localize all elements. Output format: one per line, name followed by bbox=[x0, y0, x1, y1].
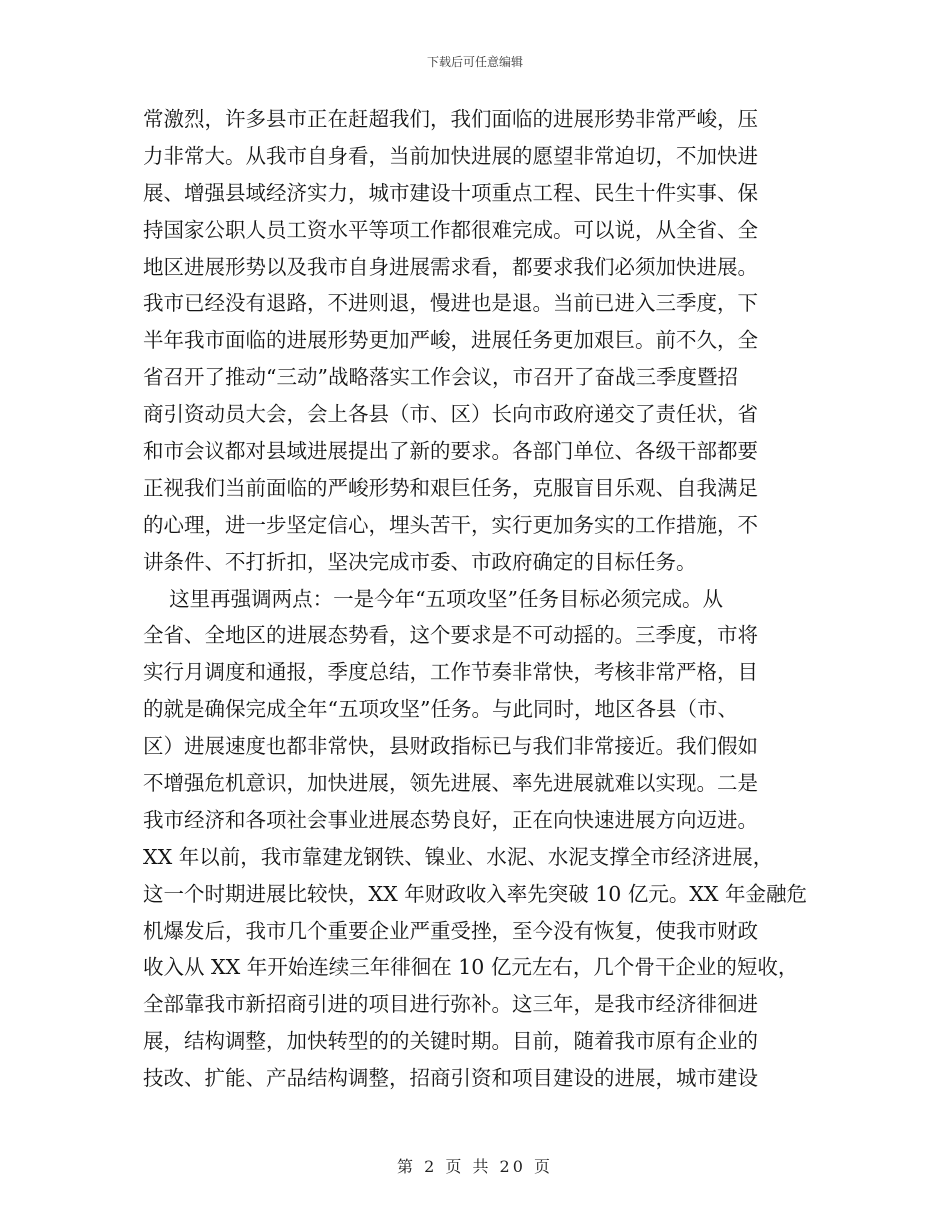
text-line: 常激烈，许多县市正在赶超我们，我们面临的进展形势非常严峻，压 bbox=[143, 107, 758, 131]
text-line: 区）进展速度也都非常快，县财政指标已与我们非常接近。我们假如 bbox=[143, 734, 758, 759]
text-line: 讲条件、不打折扣，坚决完成市委、市政府确定的目标任务。 bbox=[143, 549, 697, 574]
text-line: 和市会议都对县域进展提出了新的要求。各部门单位、各级干部都要 bbox=[143, 439, 758, 464]
text-line: 持国家公职人员工资水平等项工作都很难完成。可以说，从全省、全 bbox=[143, 217, 758, 242]
text-line: 这里再强调两点：一是今年“五项攻坚”任务目标必须完成。从 bbox=[143, 586, 724, 611]
text-line: 半年我市面临的进展形势更加严峻，进展任务更加艰巨。前不久，全 bbox=[143, 328, 758, 353]
text-line: 的就是确保完成全年“五项攻坚”任务。与此同时，地区各县（市、 bbox=[143, 697, 738, 722]
text-line: XX 年以前，我市靠建龙钢铁、镍业、水泥、水泥支撑全市经济进展， bbox=[143, 844, 774, 869]
text-line: 正视我们当前面临的严峻形势和艰巨任务，克服盲目乐观、自我满足 bbox=[143, 475, 758, 500]
text-line: 省召开了推动“三动”战略落实工作会议，市召开了奋战三季度暨招 bbox=[143, 365, 738, 390]
document-body bbox=[143, 101, 808, 1097]
text-line: 力非常大。从我市自身看，当前加快进展的愿望非常迫切，不加快进 bbox=[143, 143, 758, 168]
text-line: 不增强危机意识，加快进展，领先进展、率先进展就难以实现。二是 bbox=[143, 771, 758, 796]
text-line: 全省、全地区的进展态势看，这个要求是不可动摇的。三季度，市将 bbox=[143, 623, 758, 648]
text-line: 展、增强县域经济实力，城市建设十项重点工程、民生十件实事、保 bbox=[143, 180, 758, 205]
text-line: 实行月调度和通报，季度总结，工作节奏非常快，考核非常严格，目 bbox=[143, 660, 758, 685]
text-line: 的心理，进一步坚定信心，埋头苦干，实行更加务实的工作措施，不 bbox=[143, 512, 758, 537]
text-line: 地区进展形势以及我市自身进展需求看，都要求我们必须加快进展。 bbox=[143, 254, 758, 279]
text-line: 收入从 XX 年开始连续三年徘徊在 10 亿元左右，几个骨干企业的短收， bbox=[143, 955, 799, 980]
text-line: 全部靠我市新招商引进的项目进行弥补。这三年，是我市经济徘徊进 bbox=[143, 992, 758, 1017]
text-line: 这一个时期进展比较快，XX 年财政收入率先突破 10 亿元。XX 年金融危 bbox=[143, 881, 808, 906]
text-line: 商引资动员大会，会上各县（市、区）长向市政府递交了责任状，省 bbox=[143, 402, 758, 427]
text-line: 展，结构调整，加快转型的的关键时期。目前，随着我市原有企业的 bbox=[143, 1029, 758, 1054]
page-header: 下载后可任意编辑 bbox=[426, 55, 523, 69]
text-line: 机爆发后，我市几个重要企业严重受挫，至今没有恢复，使我市财政 bbox=[143, 918, 758, 943]
page-footer: 第 2 页 共 20 页 bbox=[397, 1157, 553, 1176]
text-line: 技改、扩能、产品结构调整，招商引资和项目建设的进展，城市建设 bbox=[143, 1066, 758, 1091]
text-line: 我市已经没有退路，不进则退，慢进也是退。当前已进入三季度，下 bbox=[143, 291, 758, 316]
text-line: 我市经济和各项社会事业进展态势良好，正在向快速进展方向迈进。 bbox=[143, 807, 758, 832]
